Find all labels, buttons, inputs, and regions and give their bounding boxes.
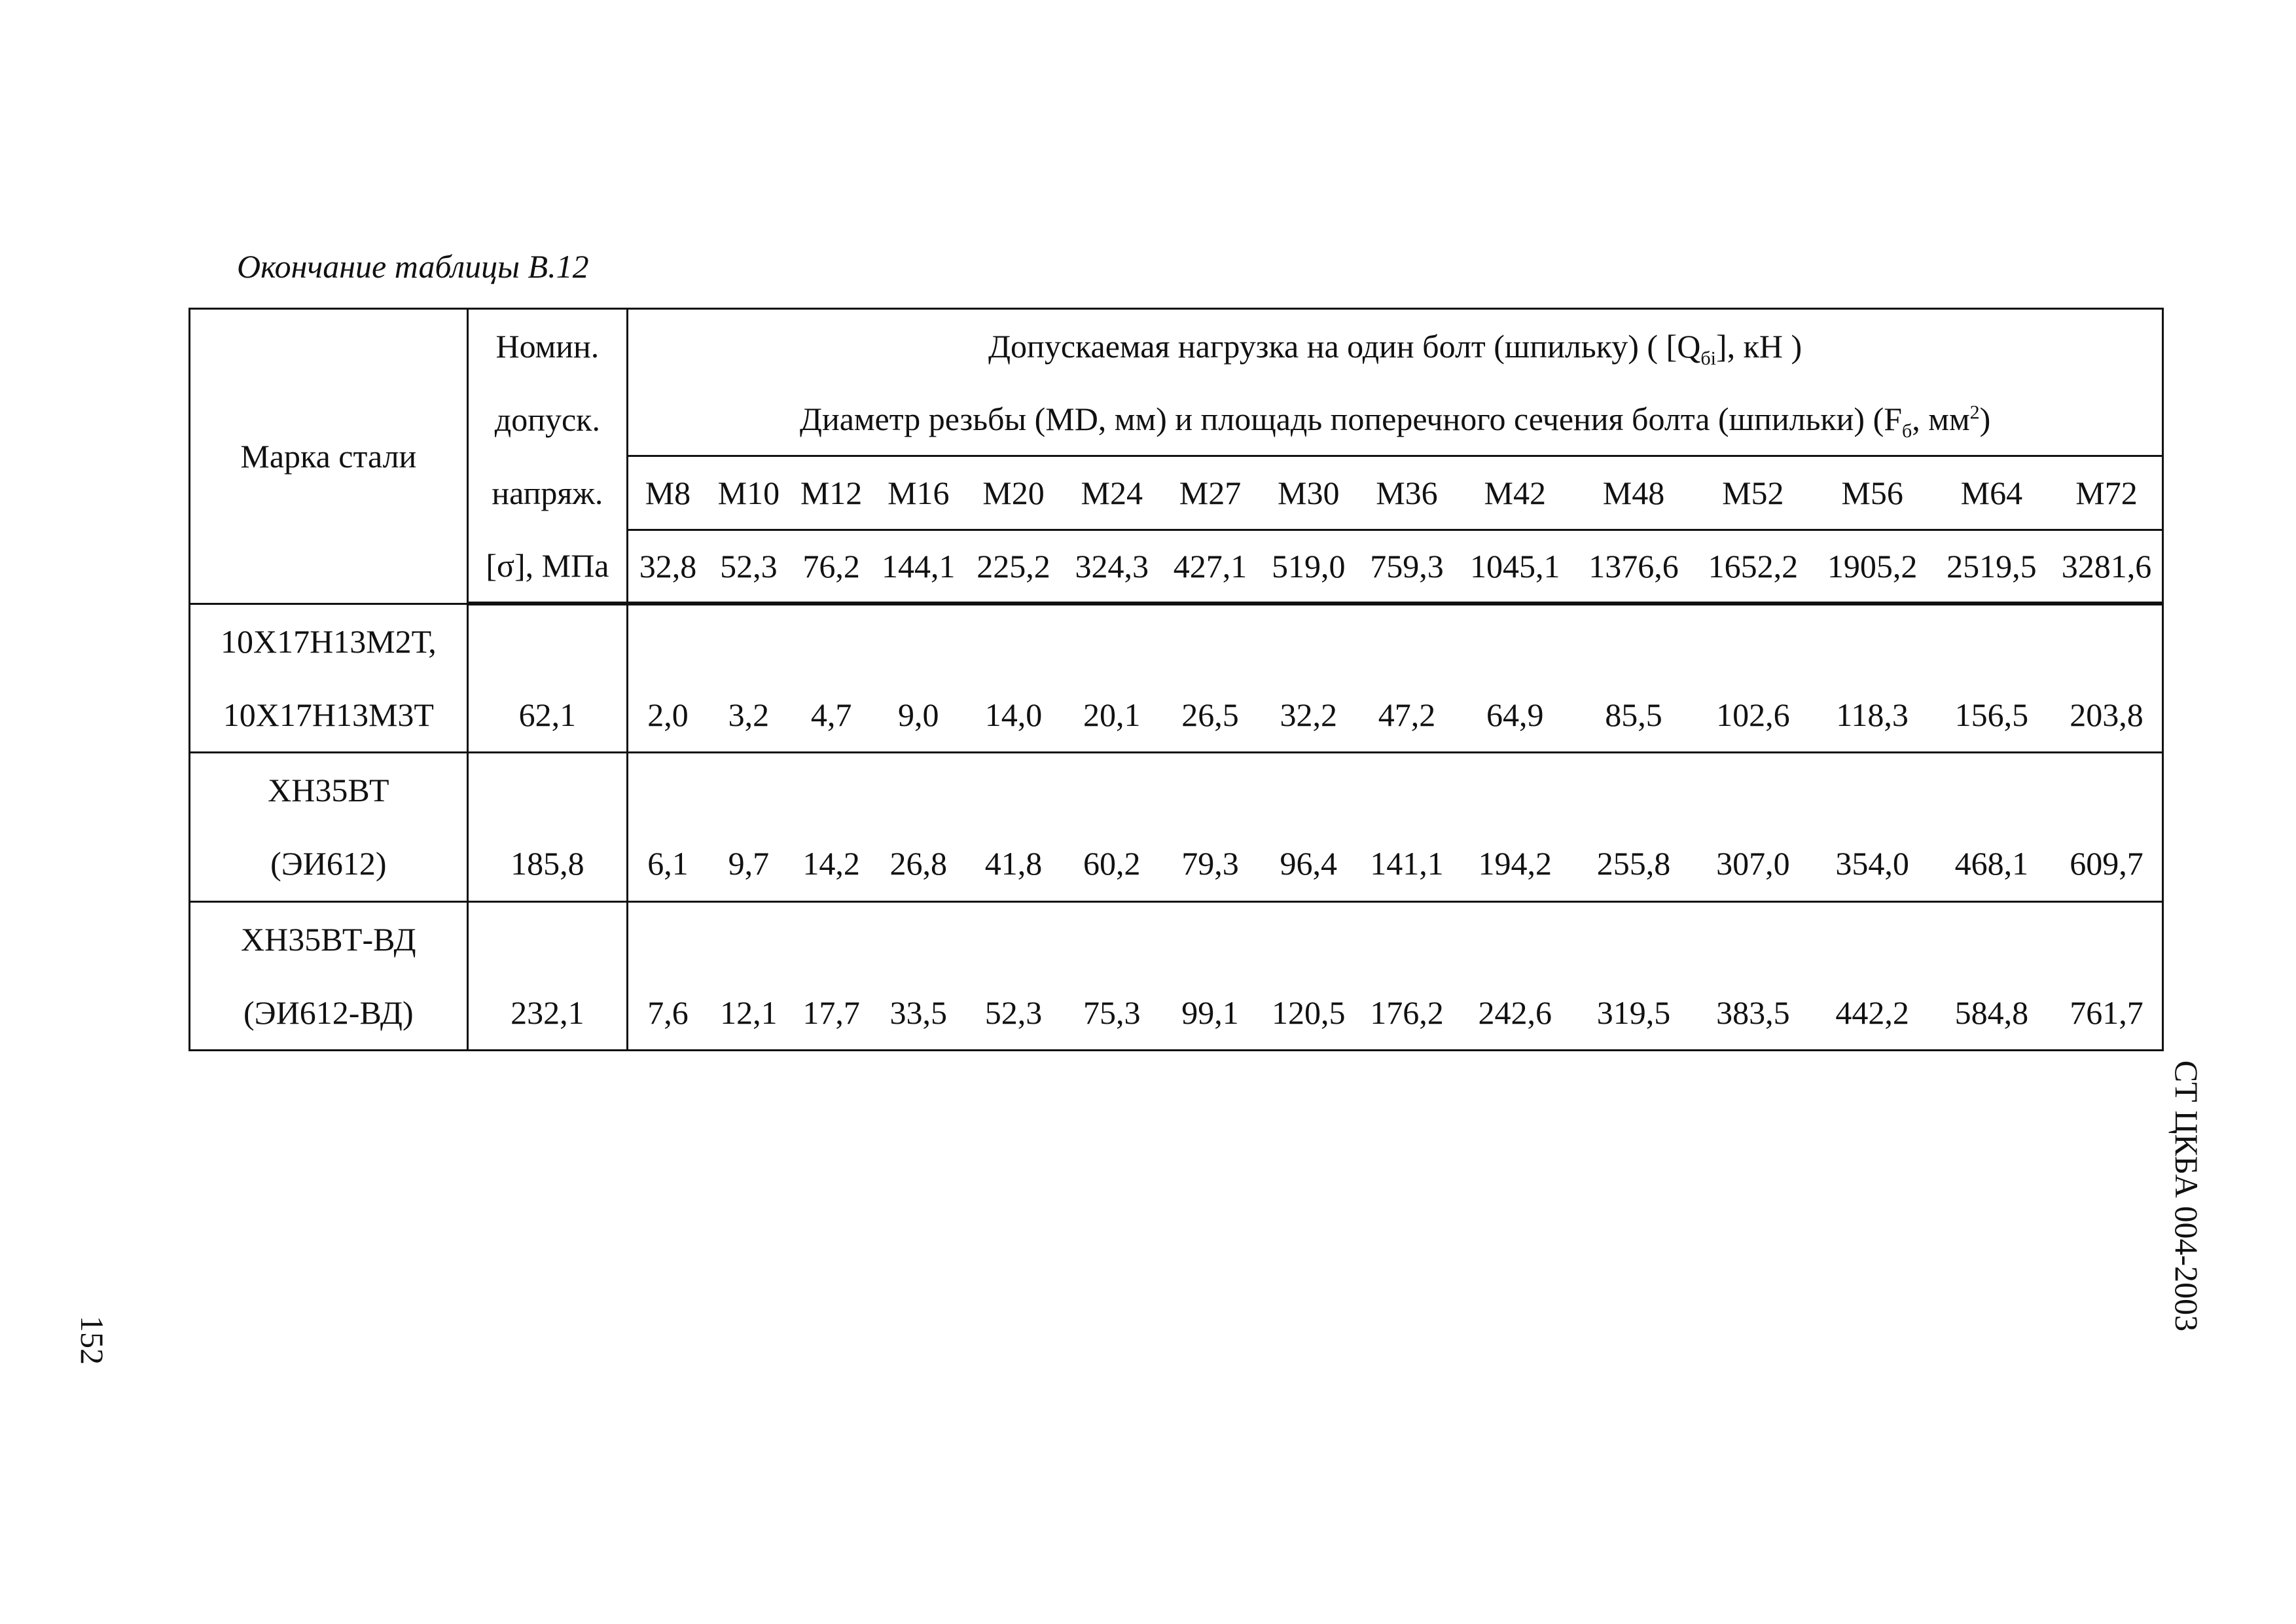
load-value-cell: 609,7 (2051, 827, 2162, 901)
thread-size-cell: М16 (872, 456, 964, 530)
thread-size-cell: М56 (1812, 456, 1931, 530)
area-cell: 1376,6 (1574, 530, 1693, 604)
area-cell: 324,3 (1063, 530, 1161, 604)
load-value-cell: 141,1 (1357, 827, 1456, 901)
allowable-load-table (188, 308, 2164, 1051)
load-value-cell: 176,2 (1357, 976, 1456, 1051)
thread-size-cell: М24 (1063, 456, 1161, 530)
load-value-cell: 64,9 (1456, 678, 1574, 753)
load-value-cell: 307,0 (1693, 827, 1812, 901)
load-value-cell: 203,8 (2051, 678, 2162, 753)
area-cell: 2519,5 (1932, 530, 2051, 604)
thread-size-cell: М36 (1357, 456, 1456, 530)
area-cell: 519,0 (1259, 530, 1357, 604)
header-steel-grade: Марка стали (190, 309, 468, 604)
thread-size-cell: М42 (1456, 456, 1574, 530)
load-value-cell: 761,7 (2051, 976, 2162, 1051)
header-nominal-line4: [σ], МПа (467, 530, 627, 604)
load-value-cell: 3,2 (708, 678, 790, 753)
values-spacer (628, 604, 2163, 678)
steel-grade-line1: ХН35ВТ-ВД (190, 901, 468, 976)
steel-grade-line1: 10Х17Н13М2Т, (190, 604, 468, 678)
thread-size-cell: М52 (1693, 456, 1812, 530)
area-cell: 144,1 (872, 530, 964, 604)
thread-size-cell: М27 (1161, 456, 1259, 530)
steel-grade-line2: (ЭИ612-ВД) (190, 976, 468, 1051)
steel-grade-line2: 10Х17Н13М3Т (190, 678, 468, 753)
load-value-cell: 20,1 (1063, 678, 1161, 753)
area-cell: 1045,1 (1456, 530, 1574, 604)
area-cell: 759,3 (1357, 530, 1456, 604)
load-value-cell: 468,1 (1932, 827, 2051, 901)
table-caption: Окончание таблицы В.12 (237, 248, 589, 285)
thread-size-cell: М20 (964, 456, 1062, 530)
load-value-cell: 383,5 (1693, 976, 1812, 1051)
load-value-cell: 47,2 (1357, 678, 1456, 753)
load-value-cell: 354,0 (1812, 827, 1931, 901)
load-value-cell: 17,7 (790, 976, 872, 1051)
header-load-title: Допускаемая нагрузка на один болт (шпильку) ( $[Q_{бi}]$, кН ) (628, 309, 2163, 383)
header-nominal-line3: напряж. (467, 456, 627, 530)
load-value-cell: 442,2 (1812, 976, 1931, 1051)
area-cell: 32,8 (628, 530, 708, 604)
load-value-cell: 7,6 (628, 976, 708, 1051)
load-value-cell: 9,0 (872, 678, 964, 753)
thread-size-cell: М48 (1574, 456, 1693, 530)
load-value-cell: 85,5 (1574, 678, 1693, 753)
thread-size-cell: М10 (708, 456, 790, 530)
load-value-cell: 584,8 (1932, 976, 2051, 1051)
load-value-cell: 32,2 (1259, 678, 1357, 753)
thread-size-cell: М72 (2051, 456, 2162, 530)
steel-grade-line2: (ЭИ612) (190, 827, 468, 901)
sigma-spacer (467, 753, 627, 827)
area-cell: 427,1 (1161, 530, 1259, 604)
load-value-cell: 96,4 (1259, 827, 1357, 901)
area-cell: 3281,6 (2051, 530, 2162, 604)
load-value-cell: 102,6 (1693, 678, 1812, 753)
values-spacer (628, 753, 2163, 827)
load-value-cell: 255,8 (1574, 827, 1693, 901)
load-value-cell: 14,0 (964, 678, 1062, 753)
values-spacer (628, 901, 2163, 976)
load-value-cell: 194,2 (1456, 827, 1574, 901)
load-value-cell: 14,2 (790, 827, 872, 901)
header-nominal-line2: допуск. (467, 382, 627, 456)
load-value-cell: 6,1 (628, 827, 708, 901)
load-value-cell: 60,2 (1063, 827, 1161, 901)
thread-size-cell: М8 (628, 456, 708, 530)
load-value-cell: 4,7 (790, 678, 872, 753)
sigma-spacer (467, 901, 627, 976)
load-value-cell: 12,1 (708, 976, 790, 1051)
load-value-cell: 2,0 (628, 678, 708, 753)
thread-size-cell: М30 (1259, 456, 1357, 530)
area-cell: 225,2 (964, 530, 1062, 604)
load-value-cell: 52,3 (964, 976, 1062, 1051)
header-nominal-line1: Номин. (467, 309, 627, 383)
load-value-cell: 75,3 (1063, 976, 1161, 1051)
load-value-cell: 33,5 (872, 976, 964, 1051)
area-cell: 1905,2 (1812, 530, 1931, 604)
sigma-cell: 232,1 (467, 976, 627, 1051)
load-value-cell: 319,5 (1574, 976, 1693, 1051)
thread-size-cell: М12 (790, 456, 872, 530)
load-value-cell: 156,5 (1932, 678, 2051, 753)
steel-grade-line1: ХН35ВТ (190, 753, 468, 827)
area-cell: 76,2 (790, 530, 872, 604)
load-value-cell: 120,5 (1259, 976, 1357, 1051)
load-value-cell: 99,1 (1161, 976, 1259, 1051)
load-value-cell: 26,8 (872, 827, 964, 901)
load-value-cell: 41,8 (964, 827, 1062, 901)
document-code: СТ ЦКБА 004-2003 (2168, 1060, 2205, 1332)
thread-size-cell: М64 (1932, 456, 2051, 530)
load-value-cell: 118,3 (1812, 678, 1931, 753)
load-value-cell: 242,6 (1456, 976, 1574, 1051)
load-value-cell: 79,3 (1161, 827, 1259, 901)
sigma-cell: 62,1 (467, 678, 627, 753)
sigma-cell: 185,8 (467, 827, 627, 901)
header-diameter-title: Диаметр резьбы (MD, мм) и площадь поперечного сечения болта (шпильки) ($F_б$, $мм^2$) (628, 382, 2163, 456)
load-value-cell: 9,7 (708, 827, 790, 901)
area-cell: 1652,2 (1693, 530, 1812, 604)
area-cell: 52,3 (708, 530, 790, 604)
page-number: 152 (74, 1316, 111, 1365)
sigma-spacer (467, 604, 627, 678)
load-value-cell: 26,5 (1161, 678, 1259, 753)
